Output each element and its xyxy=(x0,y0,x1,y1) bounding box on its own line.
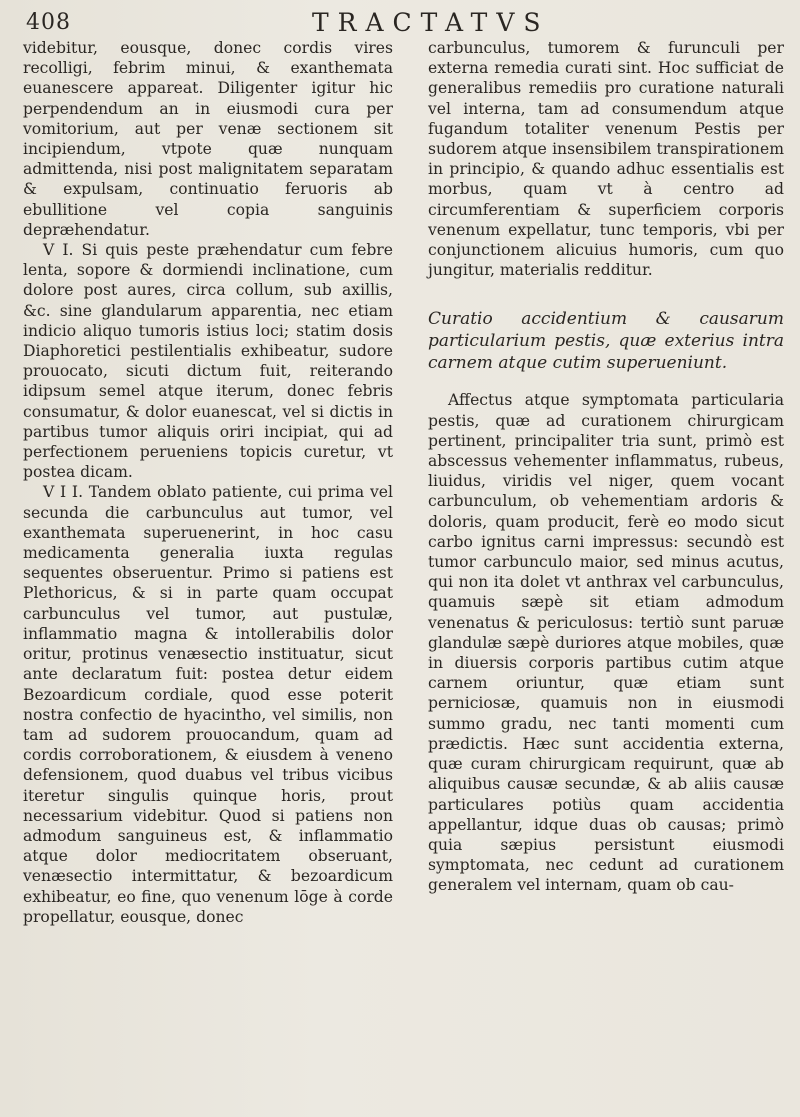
right-column xyxy=(428,38,784,896)
running-head: TRACTATVS xyxy=(312,8,550,37)
page-header xyxy=(0,8,800,38)
left-column xyxy=(23,38,393,927)
paragraph-section-vii: V I I. Tandem oblato patiente, cui prima vel secunda die carbunculus aut tumor, vel exanthemata superuenerint, in hoc casu medicamenta generalia iuxta regulas sequentes obseruentur. Primo si patiens est Plethoricus, & si in parte quam occupat carbunculus vel tumor, aut pustulæ, inflammatio magna & intollerabilis dolor oritur, protinus venæsectio instituatur, sicut ante declaratum fuit: postea detur eidem Bezoardicum cordiale, quod esse poterit nostra confectio de hyacintho, vel similis, non tam ad sudorem prouocandum, quam ad cordis corroborationem, & eiusdem à veneno defensionem, quod duabus vel tribus vicibus iteretur singulis quinque horis, prout necessarium videbitur. Quod si patiens non admodum sanguineus est, & inflammatio atque dolor mediocritatem obseruant, venæsectio intermittatur, & bezoardicum exhibeatur, eo fine, quo venenum lōge à corde propellatur, eousque, donec xyxy=(23,483,393,926)
paragraph-affectus: Affectus atque symptomata particularia pestis, quæ ad curationem chirurgicam pertinent, principaliter tria sunt, primò est abscessus vehementer inflammatus, rubeus, liuidus, viridis vel niger, quem vocant carbunculum, ob vehementiam ardoris & doloris, quam producit, ferè eo modo sicut carbo ignitus carni impressus: secundò est tumor carbunculo maior, sed minus acutus, qui non ita dolet vt anthrax vel carbunculus, quamuis sæpè sit etiam admodum venenatus & periculosus: tertiò sunt paruæ glandulæ sæpè duriores atque mobiles, quæ in diuersis corporis partibus cutim atque carnem oriuntur, quæ etiam sunt perniciosæ, quamuis non in eiusmodi summo gradu, nec tanti momenti cum prædictis. Hæc sunt accidentia externa, quæ curam chirurgicam requirunt, quæ ab aliquibus causæ secundæ, & ab aliis causæ particulares potiùs quam accidentia appellantur, idque duas ob causas; primò quia sæpius persistunt eiusmodi symptomata, nec cedunt ad curationem generalem vel internam, quam ob cau- xyxy=(428,391,784,895)
section-heading: Curatio accidentium & causarum particularium pestis, quæ exterius intra carnem atque cutim superueniunt. xyxy=(428,309,784,374)
page-number: 408 xyxy=(26,10,71,35)
paragraph-section-vi: V I. Si quis peste præhendatur cum febre lenta, sopore & dormiendi inclinatione, cum dolore post aures, circa collum, sub axillis, &c. sine glandularum apparentia, nec etiam indicio aliquo tumoris istius loci; statim dosis Diaphoretici pestilentialis exhibeatur, sudore prouocato, sicuti dictum fuit, reiterando idipsum semel atque iterum, donec febris consumatur, & dolor euanescat, vel si dictis in partibus tumor aliquis oriri incipiat, qui ad perfectionem perueniens topicis curetur, vt postea dicam. xyxy=(23,241,393,482)
paragraph-continuation: videbitur, eousque, donec cordis vires recolligi, febrim minui, & exanthemata euanescere appareat. Diligenter igitur hic perpendendum an in eiusmodi cura per vomitorium, aut per venæ sectionem sit incipiendum, vtpote quæ nunquam admittenda, nisi post malignitatem separatam & expulsam, continuatio feruoris ab ebullitione vel copia sanguinis depræhendatur. xyxy=(23,39,393,239)
paragraph-continuation-right: carbunculus, tumorem & furunculi per externa remedia curati sint. Hoc sufficiat de generalibus remediis pro curatione naturali vel interna, tam ad consumendum atque fugandum totaliter venenum Pestis per sudorem atque insensibilem transpirationem in principio, & quando adhuc essentialis est morbus, quam vt à centro ad circumferentiam & superficiem corporis venenum expellatur, tunc temporis, vbi per conjunctionem alicuius humoris, cum quo jungitur, materialis redditur. xyxy=(428,39,784,280)
